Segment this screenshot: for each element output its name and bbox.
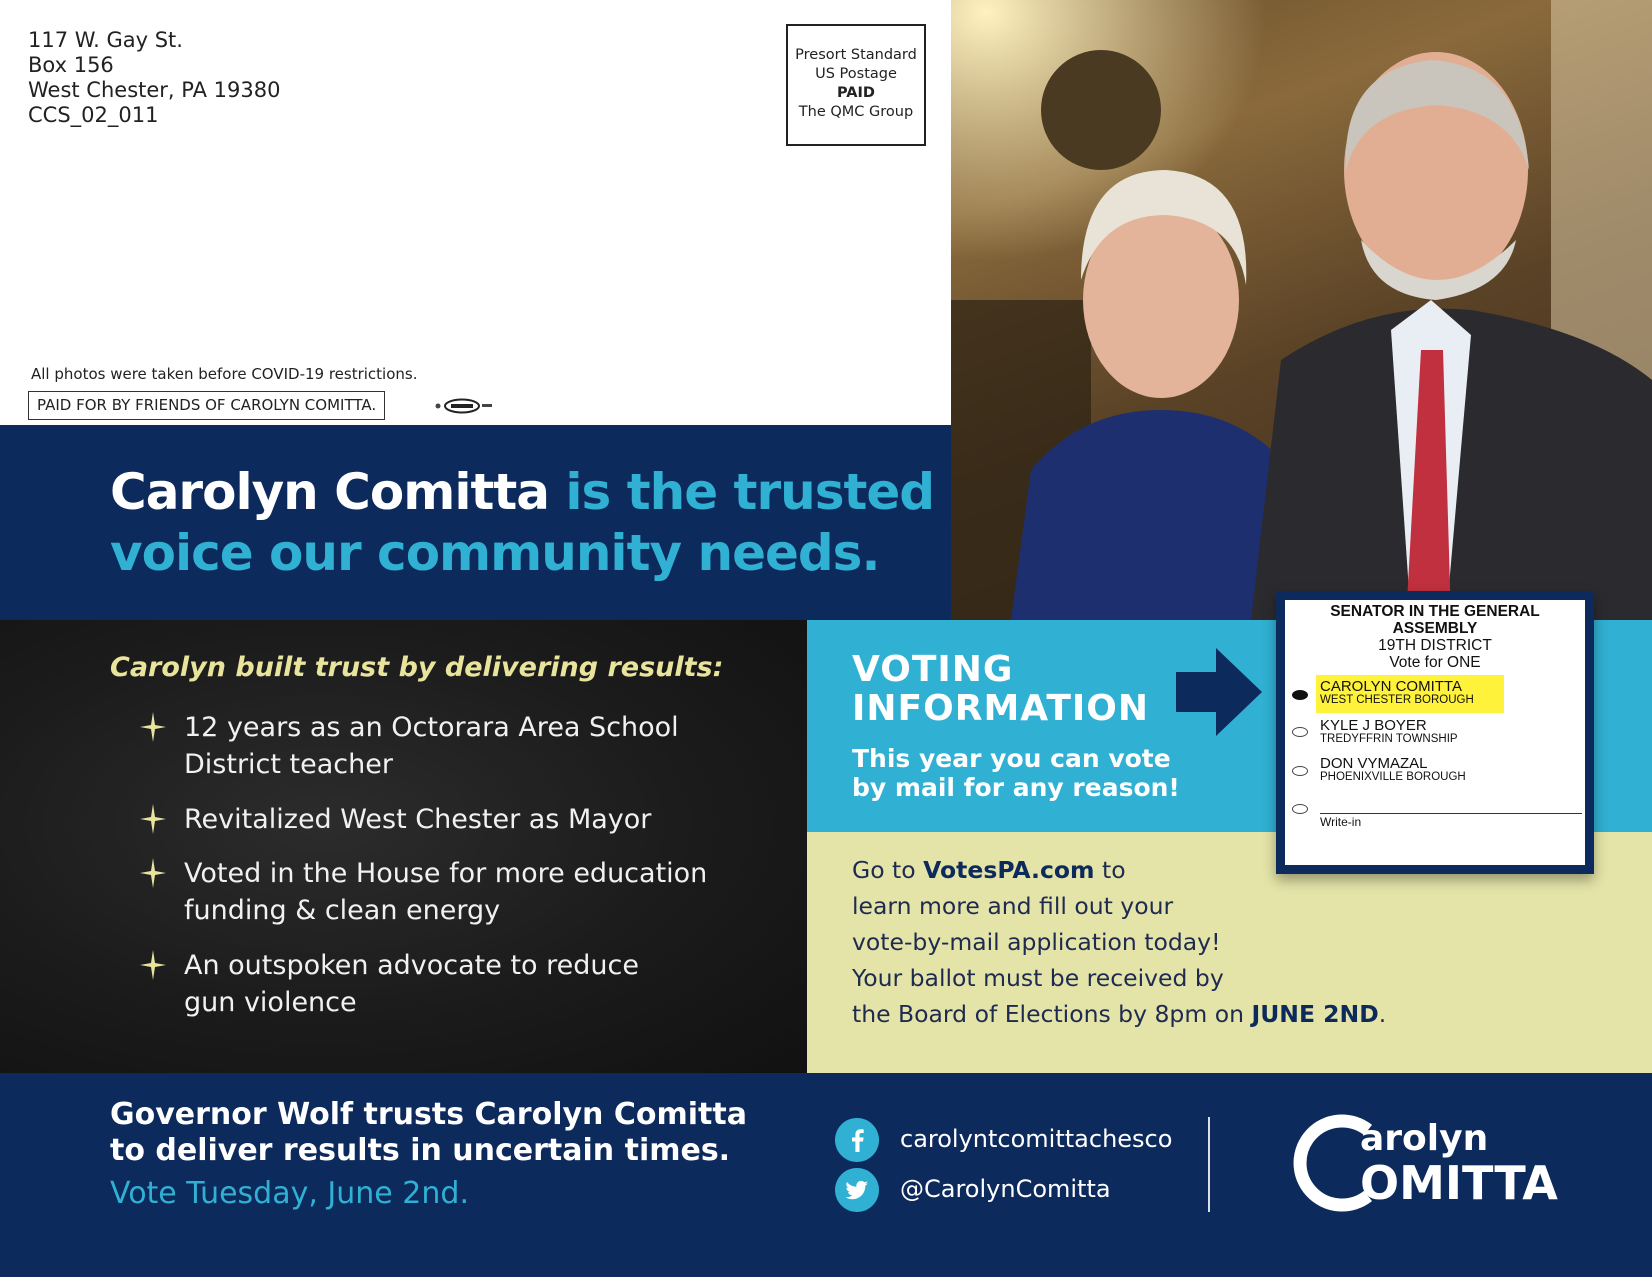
votespa-link[interactable]: VotesPA.com	[923, 856, 1095, 884]
footer-headline-line: to deliver results in uncertain times.	[110, 1133, 731, 1168]
voting-text-part: .	[1378, 1000, 1387, 1028]
logo-top-text: arolyn	[1360, 1118, 1489, 1159]
voting-text-part: Go to	[852, 856, 924, 884]
photo-illustration	[951, 0, 1652, 620]
sparkle-bullet-icon	[140, 858, 166, 888]
headline-line2: voice our community needs.	[110, 524, 880, 582]
postage-line: US Postage	[815, 66, 897, 82]
voting-title	[852, 650, 1149, 728]
headline-name: Carolyn Comitta	[110, 463, 550, 521]
ballot-candidate	[1320, 679, 1474, 706]
result-item	[140, 709, 740, 783]
sparkle-bullet-icon	[140, 712, 166, 742]
result-item-line: 12 years as an Octorara Area School	[184, 712, 679, 743]
voting-subtitle-line: This year you can vote	[852, 744, 1171, 773]
headline-rest: is the trusted	[549, 463, 935, 521]
sparkle-bullet-icon	[140, 950, 166, 980]
voting-subtitle-line: by mail for any reason!	[852, 773, 1180, 802]
ballot-candidate	[1320, 756, 1466, 783]
result-item-line: Revitalized West Chester as Mayor	[184, 804, 652, 835]
ballot-oval[interactable]	[1292, 766, 1308, 776]
result-item-line: gun violence	[184, 987, 357, 1018]
comitta-logo	[1290, 1108, 1570, 1218]
voting-text-line: learn more and fill out your	[852, 892, 1174, 920]
candidate-name: KYLE J BOYER	[1320, 717, 1427, 734]
candidate-place: PHOENIXVILLE BOROUGH	[1320, 771, 1466, 783]
photo-disclaimer: All photos were taken before COVID-19 restrictions.	[31, 365, 418, 383]
result-item	[140, 855, 740, 929]
candidate-name: DON VYMAZAL	[1320, 755, 1428, 772]
ballot-oval-filled[interactable]	[1292, 690, 1308, 700]
footer-headline-line: Governor Wolf trusts Carolyn Comitta	[110, 1097, 747, 1132]
main-headline	[110, 462, 950, 584]
campaign-photo	[951, 0, 1652, 620]
postage-paid: PAID	[837, 85, 875, 101]
candidate-name: CAROLYN COMITTA	[1320, 678, 1462, 695]
candidate-place: TREDYFFRIN TOWNSHIP	[1320, 733, 1458, 745]
facebook-icon	[835, 1118, 879, 1162]
postage-line: The QMC Group	[798, 104, 914, 120]
postage-line: Presort Standard	[795, 47, 917, 63]
facebook-handle: carolyntcomittachesco	[900, 1125, 1173, 1153]
vote-date: Vote Tuesday, June 2nd.	[110, 1176, 469, 1211]
twitter-handle: @CarolynComitta	[900, 1175, 1111, 1203]
arrow-right-icon	[1176, 648, 1262, 736]
write-in-line	[1320, 813, 1582, 814]
ballot-oval[interactable]	[1292, 727, 1308, 737]
logo-bottom-text: OMITTA	[1360, 1156, 1558, 1210]
footer-divider	[1208, 1117, 1210, 1212]
result-item-line: Voted in the House for more education	[184, 858, 708, 889]
election-date: JUNE 2ND	[1251, 1000, 1379, 1028]
result-item	[140, 801, 740, 838]
voting-text-line: vote-by-mail application today!	[852, 928, 1221, 956]
ballot-header	[1285, 603, 1585, 671]
postage-indicia	[786, 24, 926, 146]
voting-text-part: to	[1094, 856, 1126, 884]
result-item-line: funding & clean energy	[184, 895, 501, 926]
voting-subtitle	[852, 744, 1180, 802]
result-item-line: District teacher	[184, 749, 393, 780]
paid-for-disclaimer: PAID FOR BY FRIENDS OF CAROLYN COMITTA.	[28, 391, 385, 420]
ballot-oval[interactable]	[1292, 804, 1308, 814]
ballot-office: SENATOR IN THE GENERAL	[1330, 603, 1540, 620]
return-address-line: 117 W. Gay St.	[28, 28, 183, 52]
sparkle-bullet-icon	[140, 804, 166, 834]
ballot-district: 19TH DISTRICT	[1378, 637, 1492, 654]
return-address-line: West Chester, PA 19380	[28, 78, 281, 102]
voting-title-line: INFORMATION	[852, 688, 1150, 729]
return-address-line: CCS_02_011	[28, 103, 159, 127]
footer-headline	[110, 1097, 747, 1169]
ballot-office: ASSEMBLY	[1392, 620, 1478, 637]
voting-title-line: VOTING	[852, 649, 1014, 690]
return-address-line: Box 156	[28, 53, 114, 77]
result-item	[140, 947, 740, 1021]
ballot-instruction: Vote for ONE	[1389, 654, 1481, 671]
ballot-candidate	[1320, 718, 1458, 745]
results-title: Carolyn built trust by delivering results:	[110, 652, 724, 683]
voting-instructions	[852, 852, 1552, 1032]
return-address	[28, 28, 280, 128]
candidate-place: WEST CHESTER BOROUGH	[1320, 694, 1474, 706]
voting-text-line: Your ballot must be received by	[852, 964, 1224, 992]
twitter-icon	[835, 1168, 879, 1212]
write-in-label: Write-in	[1320, 815, 1362, 829]
union-bug-icon	[434, 398, 496, 414]
result-item-line: An outspoken advocate to reduce	[184, 950, 639, 981]
voting-text-part: the Board of Elections by 8pm on	[852, 1000, 1252, 1028]
